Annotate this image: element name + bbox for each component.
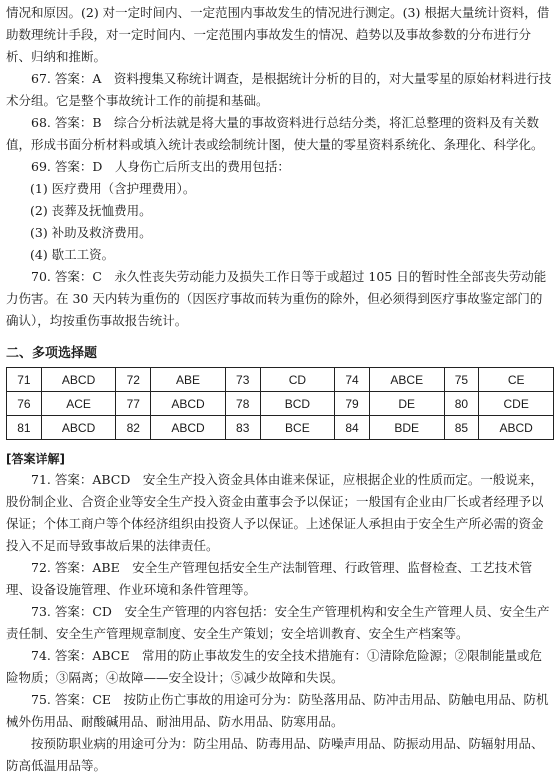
paragraph-q71: 71. 答案：ABCD 安全生产投入资金具体由谁来保证，应根据企业的性质而定。一般说来，股份制企业、合资企业等安全生产投入资金由董事会予以保证；一般国有企业由厂长或者经理予以保证；个体工商户等个体经济组织由投资人予以保证。上述保证人承担由于安全生产所必需的资金投入不足而导致事故后果的法律责任。 [6, 472, 544, 553]
answer-cell: DE [369, 392, 444, 416]
table-row [7, 368, 554, 392]
question-number: 77 [116, 392, 151, 416]
paragraph-q75: 75. 答案：CE 按防止伤亡事故的用途可分为：防坠落用品、防冲击用品、防触电用品、防机械外伤用品、耐酸碱用品、耐油用品、防水用品、防寒用品。 [6, 692, 549, 729]
expense-item: (3) 补助及救济费用。 [30, 225, 152, 240]
paragraph-continuation: 情况和原因。(2) 对一定时间内、一定范围内事故发生的情况进行测定。(3) 根据大量统计资料，借助数理统计手段，对一定时间内、一定范围内事故发生的情况、趋势以及事故参数的分布进行分析、归纳和推断。 [6, 5, 550, 64]
expense-item: (4) 歇工工资。 [30, 247, 115, 262]
answer-details [0, 469, 560, 777]
question-number: 78 [225, 392, 260, 416]
question-number: 82 [116, 416, 151, 440]
question-number: 74 [335, 368, 370, 392]
answer-cell: CD [260, 368, 335, 392]
answer-cell: ACE [41, 392, 116, 416]
answer-cell: ABCD [151, 416, 226, 440]
answer-cell: BCE [260, 416, 335, 440]
question-number: 81 [7, 416, 42, 440]
paragraph-q75-continued: 按预防职业病的用途可分为：防尘用品、防毒用品、防噪声用品、防振动用品、防辐射用品、防高低温用品等。 [6, 736, 544, 773]
answer-table [6, 367, 554, 440]
question-number: 79 [335, 392, 370, 416]
question-number: 83 [225, 416, 260, 440]
answer-cell: ABCD [41, 416, 116, 440]
paragraph-q73: 73. 答案：CD 安全生产管理的内容包括：安全生产管理机构和安全生产管理人员、安全生产责任制、安全生产管理规章制度、安全生产策划；安全培训教育、安全生产档案等。 [6, 604, 550, 641]
answer-details-label: [答案详解] [6, 452, 65, 466]
paragraph-q72: 72. 答案：ABE 安全生产管理包括安全生产法制管理、行政管理、监督检查、工艺技术管理、设备设施管理、作业环境和条件管理等。 [6, 560, 533, 597]
top-text [0, 0, 560, 332]
answer-cell: CE [479, 368, 554, 392]
question-number: 75 [444, 368, 479, 392]
answer-cell: ABCE [369, 368, 444, 392]
question-number: 73 [225, 368, 260, 392]
paragraph-q69: 69. 答案：D 人身伤亡后所支出的费用包括： [31, 159, 290, 174]
question-number: 85 [444, 416, 479, 440]
question-number: 72 [116, 368, 151, 392]
question-number: 84 [335, 416, 370, 440]
question-number: 76 [7, 392, 42, 416]
table-row [7, 392, 554, 416]
table-row [7, 416, 554, 440]
section-title: 二、多项选择题 [6, 346, 98, 361]
paragraph-q70: 70. 答案：C 永久性丧失劳动能力及损失工作日等于或超过 105 日的暂时性全部丧失劳动能力伤害。在 30 天内转为重伤的（因医疗事故而转为重伤的除外，但必须得到医疗事故鉴定部门的确认），均按重伤事故报告统计。 [6, 269, 547, 328]
paragraph-q74: 74. 答案：ABCE 常用的防止事故发生的安全技术措施有：①清除危险源；②限制能量或危险物质；③隔离；④故障——安全设计；⑤减少故障和失误。 [6, 648, 542, 685]
expense-item: (2) 丧葬及抚恤费用。 [30, 203, 152, 218]
answer-cell: ABCD [479, 416, 554, 440]
answer-cell: ABE [151, 368, 226, 392]
question-number: 80 [444, 392, 479, 416]
paragraph-q67: 67. 答案：A 资料搜集又称统计调查，是根据统计分析的目的，对大量零星的原始材料进行技术分组。它是整个事故统计工作的前提和基础。 [6, 71, 552, 108]
answer-cell: ABCD [151, 392, 226, 416]
answer-cell: BCD [260, 392, 335, 416]
answer-cell: BDE [369, 416, 444, 440]
answer-cell: ABCD [41, 368, 116, 392]
paragraph-q68: 68. 答案：B 综合分析法就是将大量的事故资料进行总结分类，将汇总整理的资料及有关数值，形成书面分析材料或填入统计表或绘制统计图，使大量的零星资料系统化、条理化、科学化。 [6, 115, 544, 152]
question-number: 71 [7, 368, 42, 392]
answer-cell: CDE [479, 392, 554, 416]
expense-item: (1) 医疗费用（含护理费用）。 [30, 181, 196, 196]
